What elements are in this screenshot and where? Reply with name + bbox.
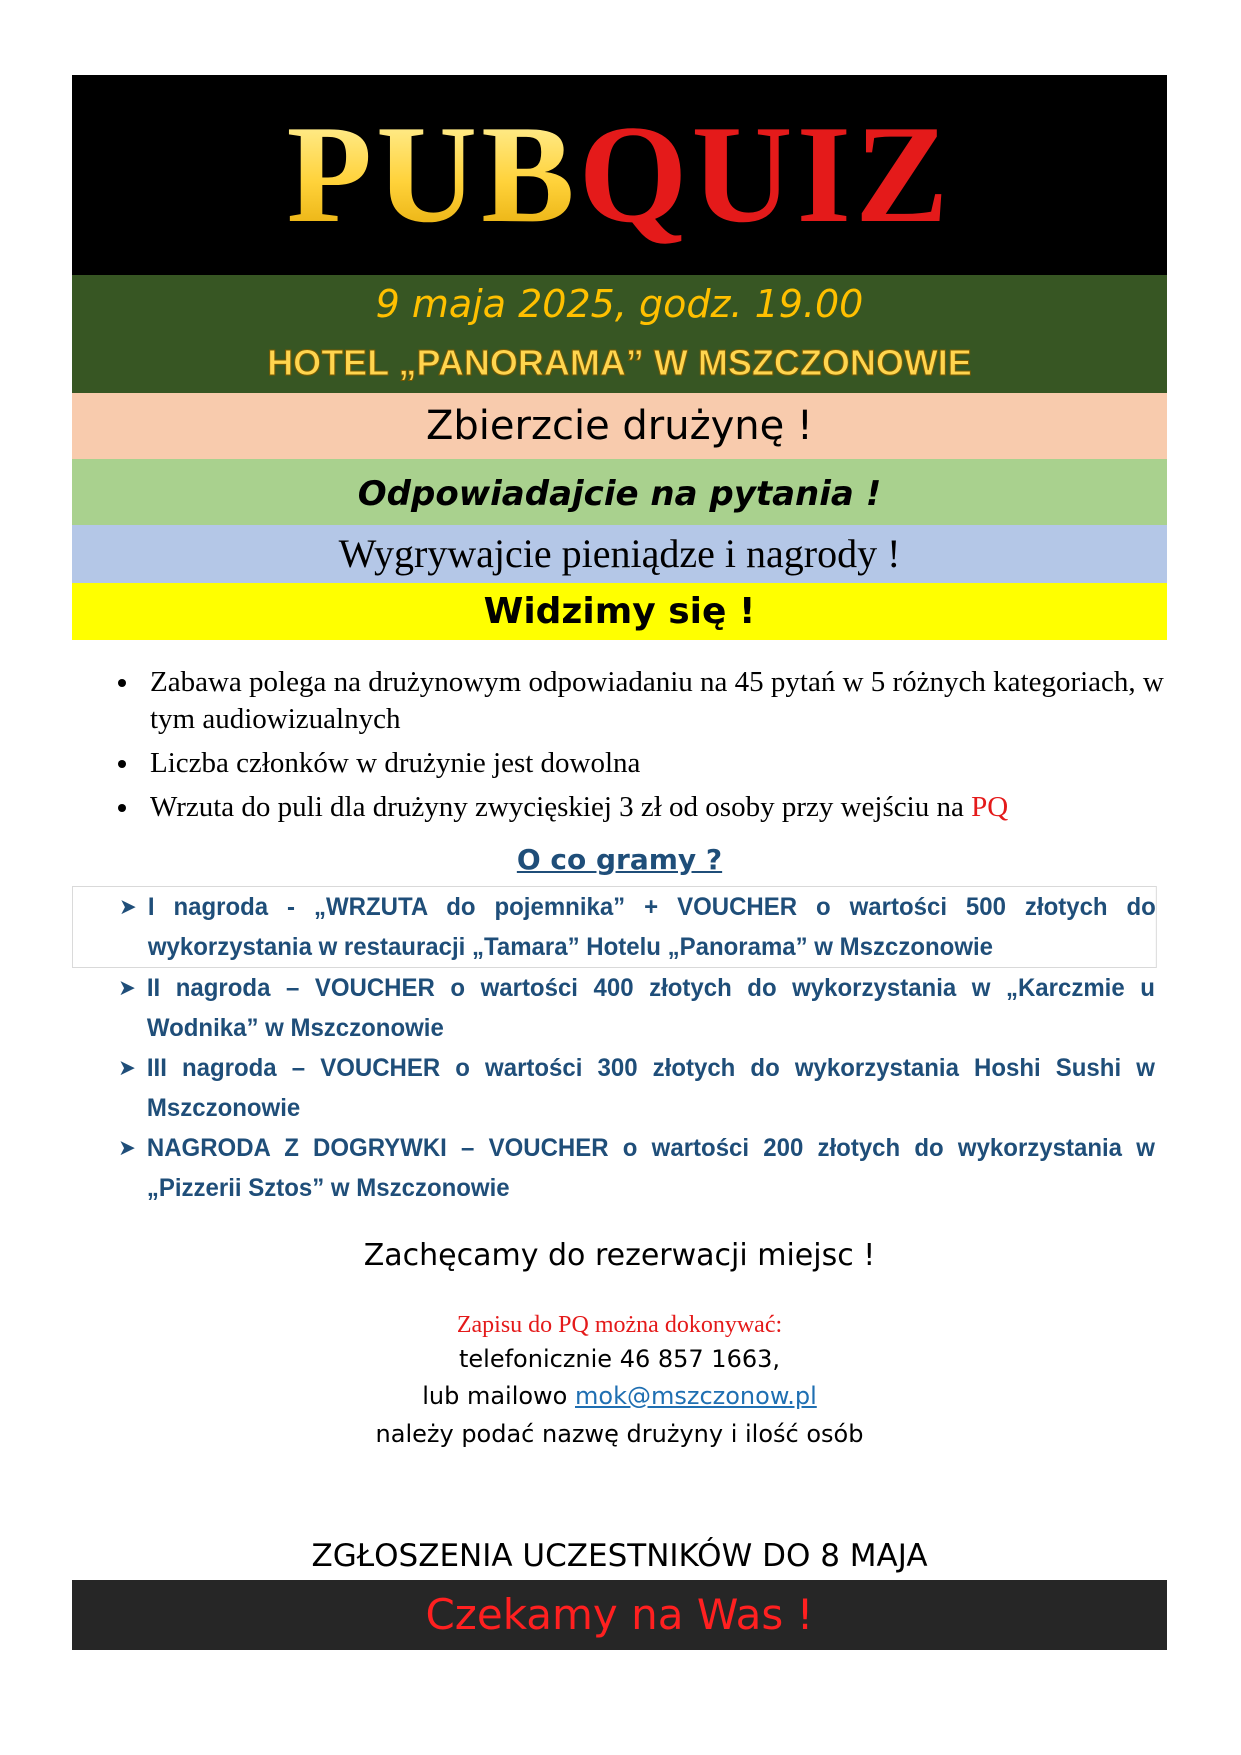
title-quiz: QUIZ [578,97,953,252]
closing-banner: Czekamy na Was ! [72,1580,1167,1650]
rules-list [72,664,1167,833]
event-date: 9 maja 2025, godz. 19.00 [72,275,1167,333]
bullet-icon [118,804,126,812]
email-line: lub mailowo mok@mszczonow.pl [422,1382,817,1410]
list-item: ➤ II nagroda – VOUCHER o wartości 400 złotych do wykorzystania w „Karczmie u Wodnika” w Mszczonowie [72,968,1155,1048]
slogan-team: Zbierzcie drużynę ! [72,393,1167,459]
list-item: ➤ I nagroda - „WRZUTA do pojemnika” + VOUCHER o wartości 500 złotych do wykorzystania w restauracji „Tamara” Hotelu „Panorama” w Mszczonowie [72,886,1157,968]
title-banner [72,75,1167,275]
list-item: Zabawa polega na drużynowym odpowiadaniu na 45 pytań w 5 różnych kategoriach, w tym audiowizualnych [72,664,1167,738]
slogan-answer: Odpowiadajcie na pytania ! [72,459,1167,525]
note-text: należy podać nazwę drużyny i ilość osób [375,1420,864,1448]
event-venue: HOTEL „PANORAMA” W MSZCZONOWIE [72,333,1167,393]
phone-line: telefonicznie 46 857 1663, [459,1345,780,1373]
prizes-heading: O co gramy ? [516,843,723,876]
arrow-icon: ➤ [118,975,136,1000]
bullet-icon [118,760,126,768]
list-item: ➤ NAGRODA Z DOGRYWKI – VOUCHER o wartości 200 złotych do wykorzystania w „Pizzerii Sztos” w Mszczonowie [72,1128,1155,1208]
slogan-win: Wygrywajcie pieniądze i nagrody ! [72,525,1167,583]
pq-abbrev: PQ [971,791,1009,823]
list-item: Wrzuta do puli dla drużyny zwycięskiej 3 zł od osoby przy wejściu na PQ [72,789,1167,826]
list-item: ➤ III nagroda – VOUCHER o wartości 300 złotych do wykorzystania Hoshi Sushi w Mszczonowie [72,1048,1155,1128]
bullet-icon [118,679,126,687]
list-item: Liczba członków w drużynie jest dowolna [72,745,1167,782]
reserve-text: Zachęcamy do rezerwacji miejsc ! [363,1238,876,1273]
slogan-see: Widzimy się ! [72,583,1167,640]
prizes-list [72,886,1167,1208]
signup-heading: Zapisu do PQ można dokonywać: [456,1312,783,1338]
deadline-text: ZGŁOSZENIA UCZESTNIKÓW DO 8 MAJA [311,1538,928,1574]
arrow-icon: ➤ [118,1055,136,1080]
email-link[interactable]: mok@mszczonow.pl [575,1382,817,1410]
arrow-icon: ➤ [119,894,137,919]
arrow-icon: ➤ [118,1135,136,1160]
title-pub: PUB [286,97,579,252]
